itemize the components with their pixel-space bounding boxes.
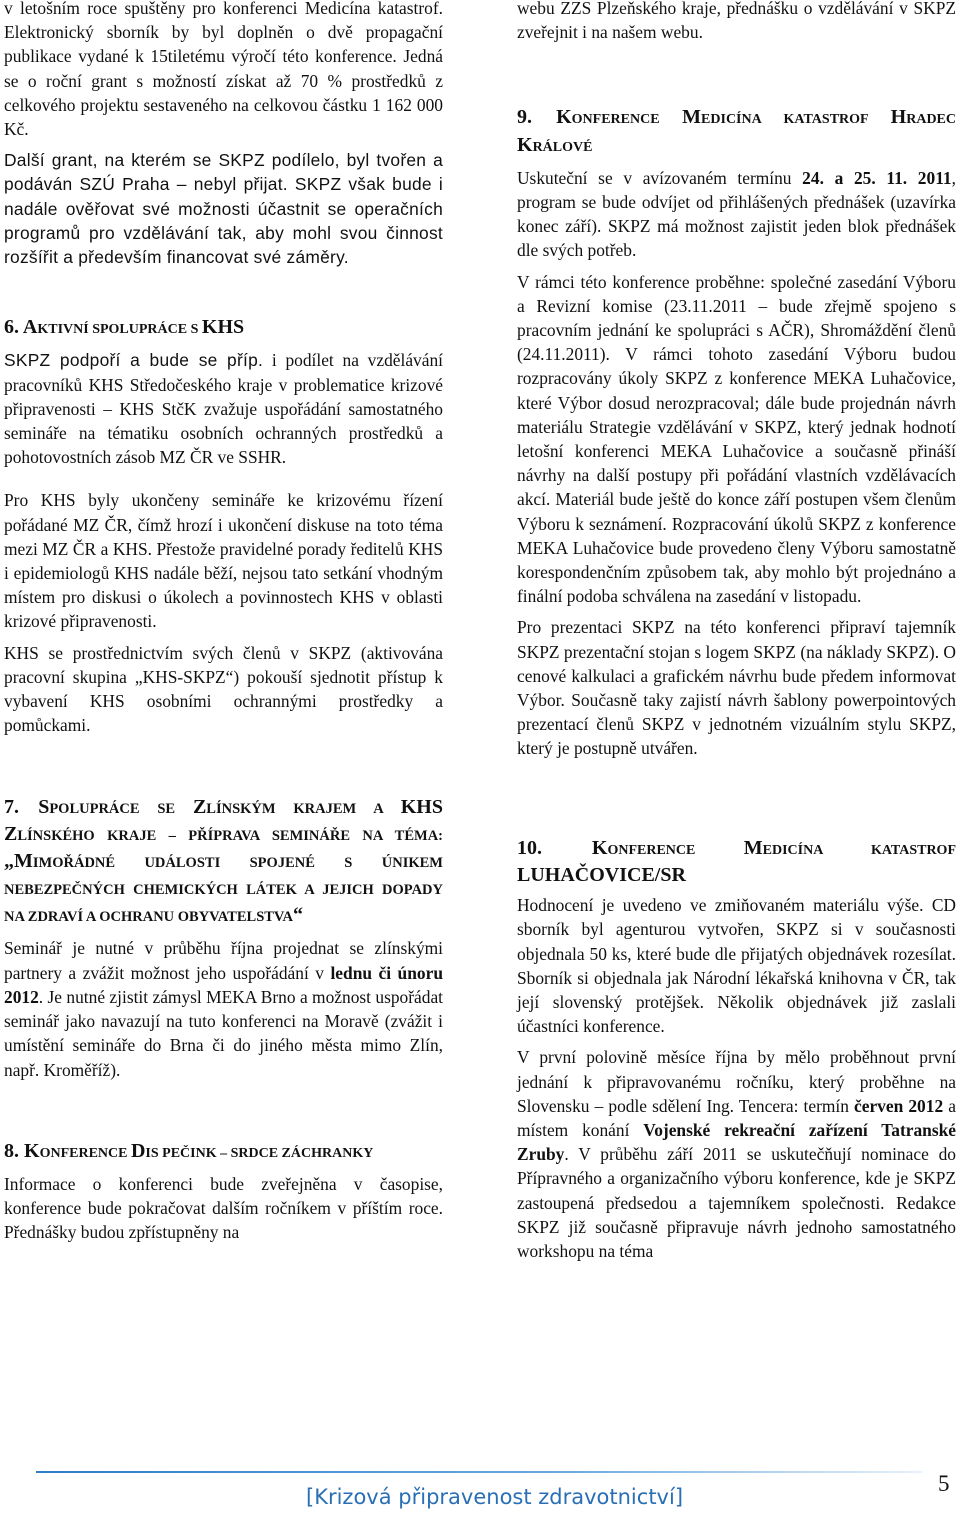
paragraph-zlin-seminar: Seminář je nutné v průběhu října projednat se zlínskými partnery a zvážit možnost jeho uspořádání v lednu či únoru 2012. Je nutné zjistit zámysl MEKA Brno a možnost uspořádat seminář jako navazují na tuto konferenci na Moravě (zvážit i umístění semináře do Brna či do jiného města mimo Zlín, např. Kroměříž).	[4, 938, 443, 1080]
paragraph-khs-stck: SKPZ podpoří a bude se příp. i podílet na vzdělávání pracovníků KHS Středočeského kraje v problematice krizové připravenosti – KHS StčK zvažuje uspořádání samostatného semináře na tématiku osobních ochranných prostředků a pohotovostních zásob MZ ČR ve SSHR.	[4, 350, 443, 468]
right-column	[517, 0, 956, 1270]
heading-7-part: „M	[4, 850, 33, 873]
heading-7-part: LÍNSKÝM KRAJEM A	[206, 801, 401, 818]
text-operacni-programy: SKPZ však bude i nadále ověřovat své možnosti účastnit se operačních programů pro vzdělávání tak, aby mohl svou činnost rozšířit a především financovat své záměry.	[4, 174, 443, 268]
section-heading-9: 9. KONFERENCE MEDICÍNA KATASTROF HRADEC KRÁLOVÉ	[517, 106, 956, 156]
paragraph-slovensko: V první polovině měsíce října by mělo proběhnout první jednání k připravovanému ročníku, který proběhne na Slovensku – podle sdělení Ing. Tencera: termín červen 2012 a místem konání Vojenské rekreační zařízení Tatranské Zruby. V průběhu září 2011 se uskutečňují nominace do Přípravného a organizačního výboru konference, kde je SKPZ zastoupená předsedou a tajemníkem společnosti. Redakce SKPZ již současně připravuje návrh jednoho samostatného workshopu na téma	[517, 1047, 957, 1261]
footer-title: [Krizová připravenost zdravotnictví]	[306, 1485, 684, 1509]
heading-7-part: Z	[192, 796, 207, 819]
paragraph-termin-konference: Uskuteční se v avízovaném termínu 24. a 25. 11. 2011, program se bude odvíjet od přihlášených přednášek (uzavírka konec září). SKPZ má možnost zajistit jeden blok přednášek dle svých potřeb.	[517, 167, 956, 261]
paragraph-zzs-web: webu ZZS Plzeňského kraje, přednášku o vzdělávání v SKPZ zveřejnit i na našem webu.	[517, 0, 956, 43]
section-heading-8: 8. KONFERENCE DIS PEČINK – SRDCE ZÁCHRANKY	[4, 1139, 374, 1162]
paragraph-hodnoceni: Hodnocení je uvedeno ve zmiňovaném materiálu výše. CD sborník byl agenturou vytvořen, SKPZ si v současnosti objednala 50 ks, které bude dle přijatých objednávek rozesílat. Sborník si objednala jak Národní lékařská knihovna v ČR, tak její slovenský protějšek. Několik objednávek již zaslali účastníci konference.	[517, 895, 956, 1037]
heading-7-part: “	[293, 904, 304, 927]
heading-7-part: S	[38, 796, 50, 819]
heading-7-part: IMOŘÁDNÉ UDÁLOSTI SPOJENÉ S ÚNIKEM NEBEZPEČNÝCH CHEMICKÝCH LÁTEK A JEJICH DOPADY NA ZDRAVÍ A OCHRANU OBYVATELSTVA	[4, 855, 443, 926]
paragraph-szu-grant	[4, 148, 443, 269]
text-szu-grant: Další grant, na kterém se SKPZ podílelo, byl tvořen a podáván SZÚ Praha – nebyl přijat.	[4, 150, 443, 195]
paragraph-zasedani-vyboru: V rámci této konference proběhne: společné zasedání Výboru a Revizní komise (23.11.2011 – bude zřejmě spojeno s pracovním jednání ke spolupráci s AČR), Shromáždění členů (24.11.2011). V rámci tohoto zasedání Výboru budou rozpracovány úkoly SKPZ z konference MEKA Luhačovice, které Výbor dosud nerozpracoval; dále bude projednán návrh materiálu Strategie vzdělávání v SKPZ, který jednak hodnotí letošní konferenci MEKA Luhačovice a současně přináší návrhy na další postupy při pořádání vlastních vzdělávacích akcí. Materiál bude ještě do konce září postupen všem členům Výboru k seznámení. Rozpracování úkolů SKPZ z konference MEKA Luhačovice bude provedeno členy Výboru samostatně korespondenčním způsobem tak, aby mohlo být projednáno a finální podoba schválena na zasedání v listopadu.	[517, 271, 956, 607]
paragraph-khs-skpz: KHS se prostřednictvím svých členů v SKPZ (aktivována pracovní skupina „KHS-SKPZ“) pokouší sjednotit přístup k vybavení KHS osobními ochrannými prostředky a pomůckami.	[4, 642, 443, 736]
paragraph-prezentace-skpz: Pro prezentaci SKPZ na této konferenci připraví tajemník SKPZ prezentační stojan s logem SKPZ (na náklady SKPZ). O cenové kalkulaci a grafickém návrhu bude předem informovat Výbor. Současně taky zajistí návrh šablony powerpointových prezentací členů SKPZ v jednotném vizuálním stylu SKPZ, který je postupně utvářen.	[517, 617, 956, 759]
heading-7-part: LÍNSKÉHO KRAJE – PŘÍPRAVA SEMINÁŘE NA TÉMA:	[17, 828, 443, 845]
page-number: 5	[938, 1471, 950, 1496]
footer-rule	[36, 1471, 922, 1473]
paragraph-medicina-katastrof-grant: v letošním roce spuštěny pro konferenci Medicína katastrof. Elektronický sborník by byl doplněn o dvě propagační publikace vydané k 15tiletému výročí této konference. Jedná se o roční grant s možností získat až 70 % prostředků z celkového projektu sestaveného na celkovou částku 1 162 000 Kč.	[4, 0, 443, 140]
paragraph-khs-seminare: Pro KHS byly ukončeny semináře ke krizovému řízení pořádané MZ ČR, čímž hrozí i ukončení diskuse na toto téma mezi MZ ČR a KHS. Přestože pravidelné porady ředitelů KHS i epidemiologů KHS nadále běží, nejsou tato setkání vhodným místem pro diskusi o úkolech a povinnostech KHS v oblasti krizové připravenosti.	[4, 490, 443, 632]
section-heading-7	[4, 795, 443, 930]
paragraph-dispecink: Informace o konferenci bude zveřejněna v časopise, konference bude pokračovat dalším ročníkem v příštím roce. Přednášky budou zpřístupněny na	[4, 1173, 443, 1243]
heading-7-part: Z	[4, 823, 18, 846]
heading-7-part: KHS	[400, 796, 443, 819]
heading-7-part: POLUPRÁCE SE	[49, 801, 193, 818]
left-column	[4, 0, 443, 1252]
section-heading-6: 6. AKTIVNÍ SPOLUPRÁCE S KHS	[4, 316, 245, 339]
section-heading-10: 10. KONFERENCE MEDICÍNA KATASTROF LUHAČOVICE/SR	[517, 836, 957, 886]
heading-7-part: 7.	[4, 796, 39, 819]
